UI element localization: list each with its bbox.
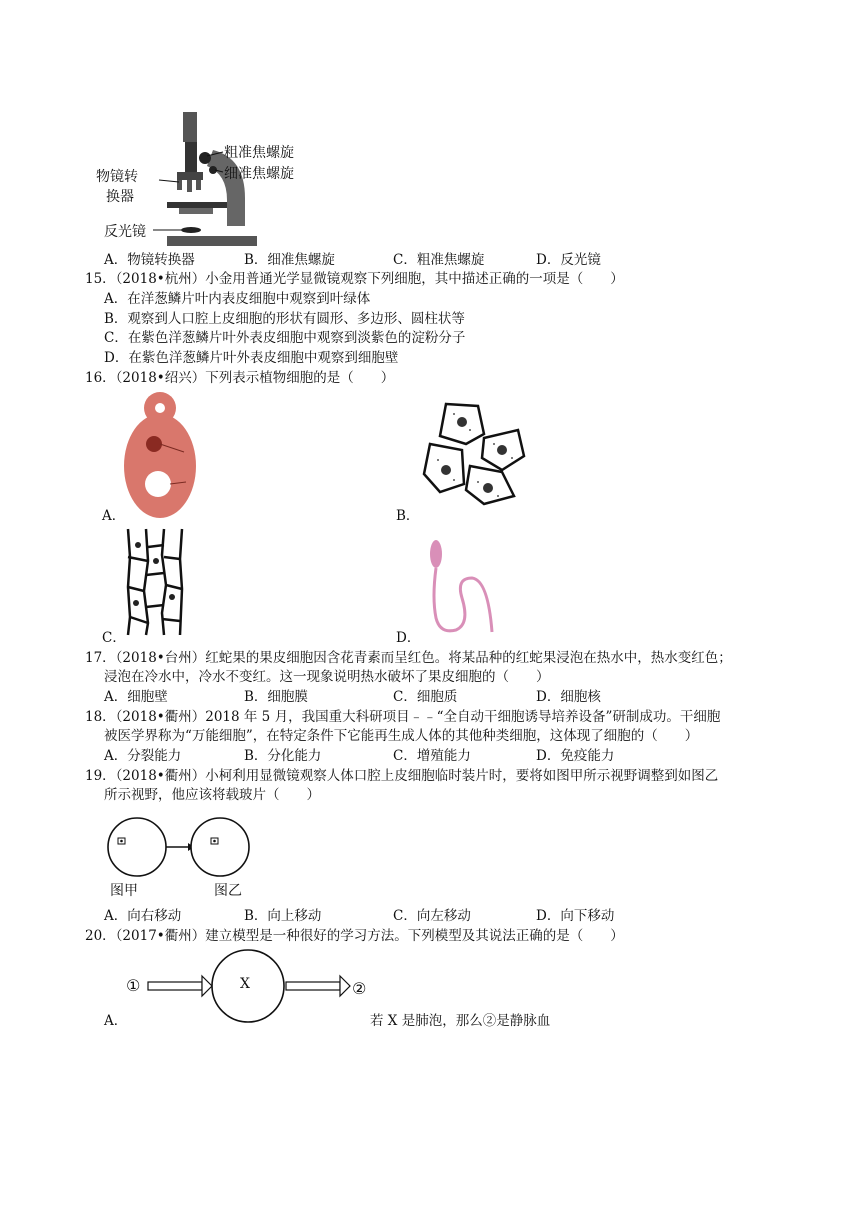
q19-stem-line1: 19．（2018•衢州）小柯利用显微镜观察人体口腔上皮细胞临时装片时，要将如图甲所示视野调整到如图乙: [85, 768, 719, 784]
red-cell-icon: [120, 388, 200, 520]
q14-option-d: D．反光镜: [536, 252, 601, 268]
q17-stem-line2: 浸泡在冷水中，冷水不变红。这一现象说明热水破坏了果皮细胞的（ ）: [104, 669, 550, 685]
microscope-fields-icon: [104, 812, 254, 882]
q16-figure-b: [418, 400, 528, 508]
q20-option-a-label: A．: [104, 1013, 128, 1029]
q17-stem-line1: 17．（2018•台州）红蛇果的果皮细胞因含花青素而呈红色。将某品种的红蛇果浸泡在热水中，热水变红色；: [85, 650, 732, 666]
q16-option-d: D．: [396, 630, 421, 646]
q19-figure: [104, 812, 254, 882]
q18-option-c: C．增殖能力: [393, 748, 471, 764]
q19-label-fig-b: 图乙: [214, 883, 242, 899]
label-mirror: 反光镜: [104, 224, 146, 240]
q17-option-d: D．细胞核: [536, 689, 601, 705]
q15-option-c: C．在紫色洋葱鳞片叶外表皮细胞中观察到淡紫色的淀粉分子: [104, 330, 466, 346]
q16-figure-d: [422, 538, 502, 638]
q20-model-center: X: [240, 976, 250, 992]
q15-option-d: D．在紫色洋葱鳞片叶外表皮细胞中观察到细胞壁: [104, 350, 399, 366]
q15-stem: 15．（2018•杭州）小金用普通光学显微镜观察下列细胞，其中描述正确的一项是（ ）: [85, 271, 624, 287]
q18-stem-line2: 被医学界称为“万能细胞”，在特定条件下它能再生成人体的其他种类细胞，这体现了细胞的（ ）: [104, 728, 699, 744]
q19-label-fig-a: 图甲: [110, 883, 138, 899]
q14-option-b: B．细准焦螺旋: [244, 252, 335, 268]
q19-stem-line2: 所示视野，他应该将载玻片（ ）: [104, 787, 320, 803]
q16-figure-a: [120, 388, 200, 520]
q18-stem-line1: 18．（2018•衢州）2018 年 5 月，我国重大科研项目﹣﹣“全自动干细胞诱导培养设备”研制成功。干细胞: [85, 709, 721, 725]
q18-option-a: A．分裂能力: [104, 748, 182, 764]
plant-cells-icon: [122, 527, 186, 637]
q20-stem: 20．（2017•衢州）建立模型是一种很好的学习方法。下列模型及其说法正确的是（ ）: [85, 928, 624, 944]
q16-option-b: B．: [396, 508, 420, 524]
q16-figure-c: [122, 527, 186, 637]
q18-option-b: B．分化能力: [244, 748, 322, 764]
model-diagram-icon: [124, 946, 384, 1030]
sperm-cell-icon: [422, 538, 502, 638]
label-fine-knob: 细准焦螺旋: [224, 166, 294, 182]
label-nosepiece-line2: 换器: [106, 189, 134, 205]
q20-model-input: ①: [126, 976, 141, 995]
q18-option-d: D．免疫能力: [536, 748, 615, 764]
label-nosepiece-line1: 物镜转: [96, 169, 138, 185]
q19-option-b: B．向上移动: [244, 908, 322, 924]
q19-option-c: C．向左移动: [393, 908, 471, 924]
q16-stem: 16．（2018•绍兴）下列表示植物细胞的是（ ）: [85, 370, 395, 386]
q19-option-d: D．向下移动: [536, 908, 615, 924]
q20-model-output: ②: [352, 979, 367, 998]
q17-option-b: B．细胞膜: [244, 689, 308, 705]
animal-cells-icon: [418, 400, 528, 508]
q15-option-a: A．在洋葱鳞片叶内表皮细胞中观察到叶绿体: [104, 291, 371, 307]
q19-option-a: A．向右移动: [104, 908, 182, 924]
q20-option-a-text: 若 X 是肺泡，那么②是静脉血: [370, 1013, 551, 1029]
q16-option-c: C．: [102, 630, 126, 646]
label-coarse-knob: 粗准焦螺旋: [224, 145, 294, 161]
q20-model-figure: [124, 946, 384, 1030]
q16-option-a: A．: [102, 508, 126, 524]
q14-option-c: C．粗准焦螺旋: [393, 252, 485, 268]
q14-option-a: A．物镜转换器: [104, 252, 195, 268]
q15-option-b: B．观察到人口腔上皮细胞的形状有圆形、多边形、圆柱状等: [104, 311, 465, 327]
q17-option-c: C．细胞质: [393, 689, 458, 705]
q17-option-a: A．细胞壁: [104, 689, 168, 705]
